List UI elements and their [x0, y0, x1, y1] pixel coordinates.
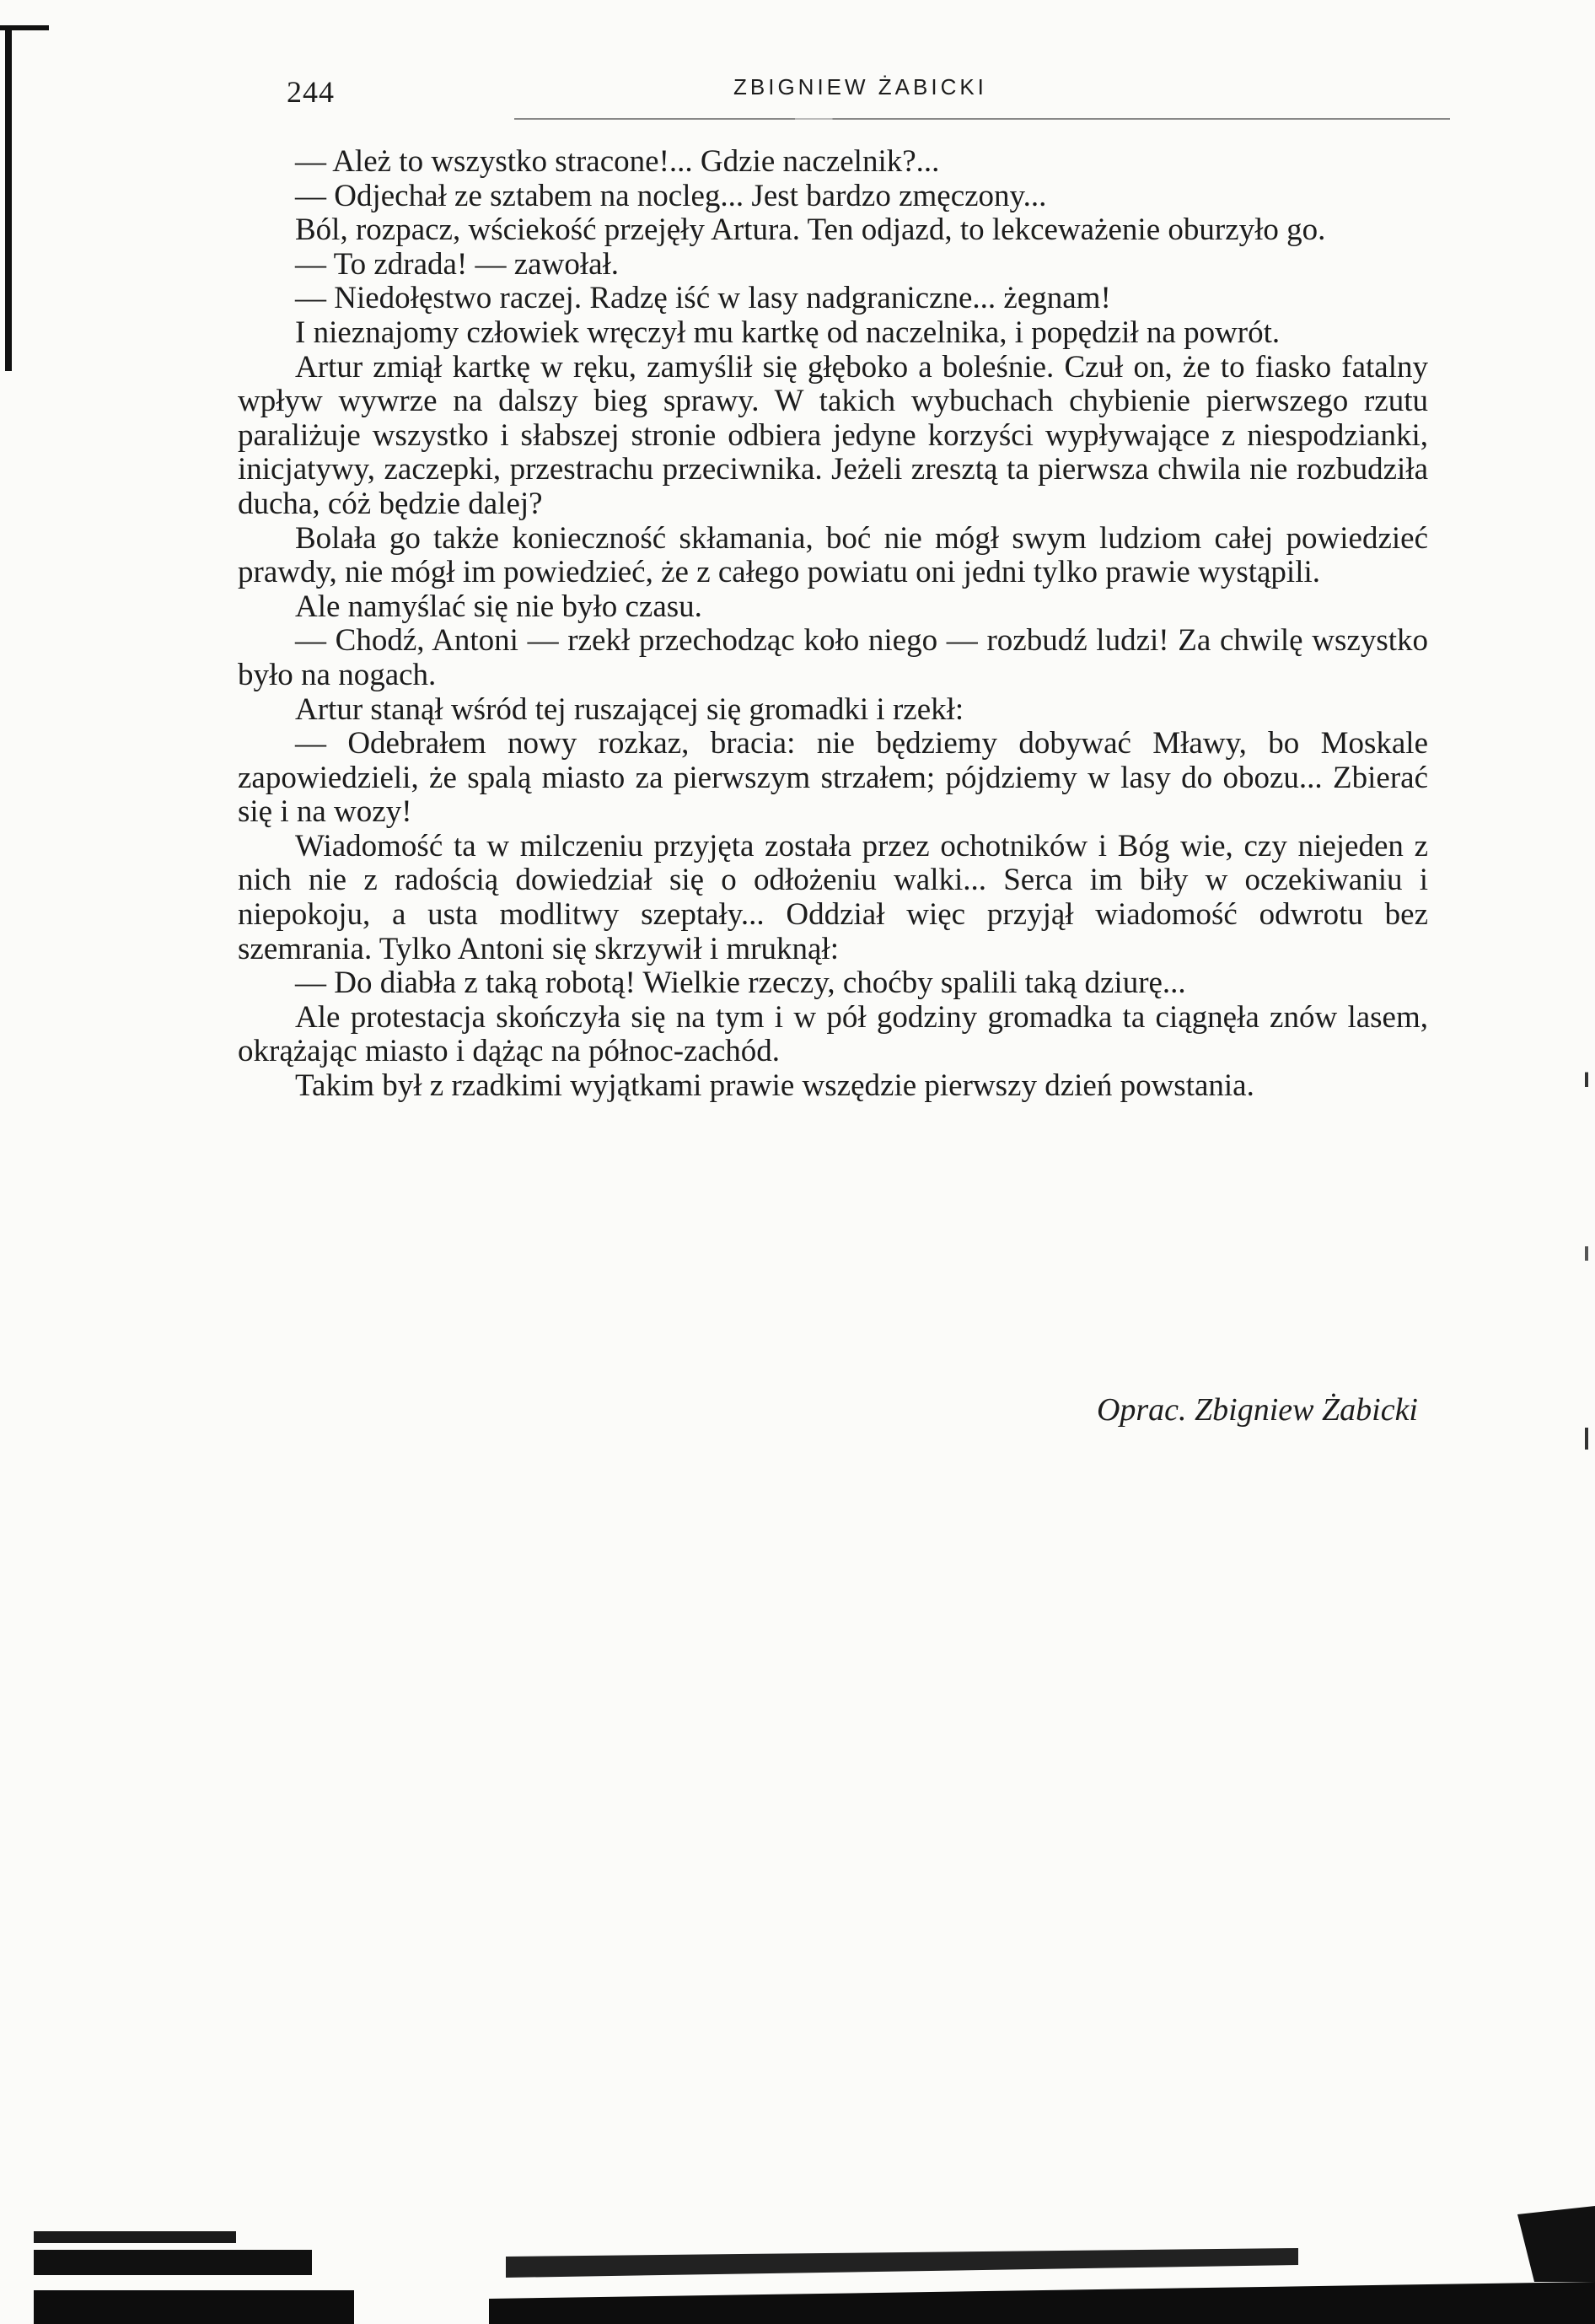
paragraph: Takim był z rzadkimi wyjątkami prawie wszędzie pierwszy dzień powstania. — [295, 1068, 1254, 1104]
header-rule — [514, 118, 1450, 120]
paragraph: — Odebrałem nowy rozkaz, bracia: nie będziemy dobywać Mławy, bo Moskale zapowiedzieli, że spalą miasto za pierwszym strzałem; pójdziemy w lasy do obozu... Zbierać się i na wozy! — [238, 726, 1428, 830]
paragraph: — Ależ to wszystko stracone!... Gdzie naczelnik?... — [295, 144, 940, 179]
scan-bottom-artifact — [34, 2198, 1595, 2324]
paragraph: — To zdrada! — zawołał. — [295, 246, 620, 282]
paragraph: Ale protestacja skończyła się na tym i w pół godziny gromadka ta ciągnęła znów lasem, okrążając miasto i dążąc na północ-zachód. — [238, 999, 1428, 1069]
paragraph: Artur zmiął kartkę w ręku, zamyślił się głęboko a boleśnie. Czuł on, że to fiasko fatalny wpływ wywrze na dalszy bieg sprawy. W takich wybuchach chybienie pierwszego rzutu paraliżuje wszystko i słabszej stronie odbiera jedyne korzyści wypływające z niespodzianki, inicjatywy, zaczepki, przestrachu przeciwnika. Jeżeli zresztą ta pierwsza chwila nie rozbudziła ducha, cóż będzie dalej? — [238, 349, 1428, 521]
paragraph: Wiadomość ta w milczeniu przyjęta została przez ochotników i Bóg wie, czy niejeden z nich nie z radością dowiedział się o odłożeniu walki... Serca im biły w oczekiwaniu i niepokoju, a usta modlitwy szeptały... Oddział więc przyjął wiadomość odwrotu bez szemrania. Tylko Antoni się skrzywił i mruknął: — [238, 828, 1428, 966]
scan-edge-mark — [5, 25, 12, 371]
paragraph: Ból, rozpacz, wściekość przejęły Artura. Ten odjazd, to lekceważenie oburzyło go. — [295, 212, 1326, 248]
paragraph: Artur stanął wśród tej ruszającej się gromadki i rzekł: — [295, 691, 964, 727]
paragraph: — Chodź, Antoni — rzekł przechodząc koło niego — rozbudź ludzi! Za chwilę wszystko było na nogach. — [238, 623, 1428, 692]
paragraph: Bolała go także konieczność skłamania, boć nie mógł swym ludziom całej powiedzieć prawdy, nie mógł im powiedzieć, że z całego powiatu oni jedni tylko prawie wystąpili. — [238, 520, 1428, 590]
paragraph: Ale namyślać się nie było czasu. — [295, 589, 702, 624]
signature: Oprac. Zbigniew Żabicki — [1096, 1392, 1418, 1428]
paragraph: — Niedołęstwo raczej. Radzę iść w lasy nadgraniczne... żegnam! — [295, 281, 1111, 316]
paragraph: — Do diabła z taką robotą! Wielkie rzeczy, choćby spalili taką dziurę... — [295, 966, 1186, 1001]
paragraph: I nieznajomy człowiek wręczył mu kartkę od naczelnika, i popędził na powrót. — [295, 315, 1281, 350]
running-head: ZBIGNIEW ŻABICKI — [733, 74, 987, 100]
paragraph: — Odjechał ze sztabem na nocleg... Jest bardzo zmęczony... — [295, 178, 1047, 213]
body-text — [238, 145, 1428, 1104]
page-number: 244 — [287, 75, 335, 109]
scan-edge-mark — [1585, 1029, 1588, 1754]
